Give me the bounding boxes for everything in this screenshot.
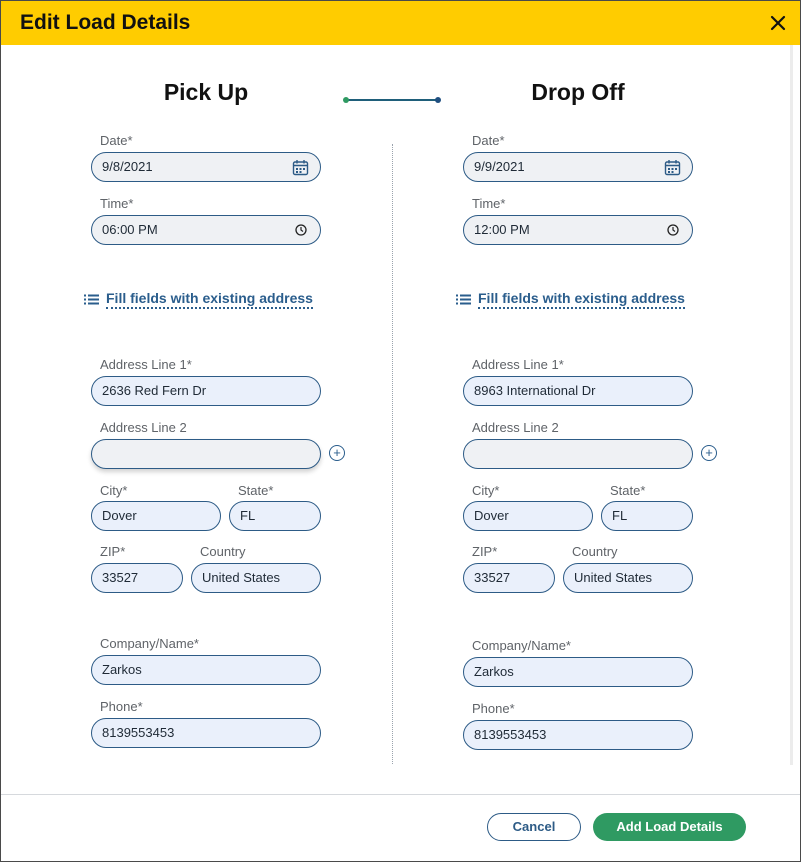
pickup-phone-input[interactable]: 8139553453 [91, 718, 321, 748]
dropoff-phone-label: Phone* [472, 701, 515, 716]
pickup-address2-label: Address Line 2 [100, 420, 187, 435]
pickup-state-label: State* [238, 483, 274, 498]
add-load-details-button[interactable]: Add Load Details [593, 813, 746, 841]
pickup-address1-input[interactable]: 2636 Red Fern Dr [91, 376, 321, 406]
pickup-address1-label: Address Line 1* [100, 357, 192, 372]
dropoff-date-label: Date* [472, 133, 505, 148]
pickup-company-label: Company/Name* [100, 636, 199, 651]
add-circle-icon: + [333, 445, 341, 460]
dialog-title: Edit Load Details [20, 11, 191, 34]
dropoff-company-label: Company/Name* [472, 638, 571, 653]
dropoff-country-label: Country [572, 544, 618, 559]
pickup-dropoff-connector [343, 95, 441, 105]
dropoff-time-value: 12:00 PM [474, 222, 530, 237]
clock-icon[interactable] [295, 224, 307, 236]
calendar-icon[interactable] [292, 159, 309, 176]
dialog-header [1, 1, 800, 45]
pickup-country-label: Country [200, 544, 246, 559]
list-icon [456, 294, 471, 306]
dropoff-fill-link-text: Fill fields with existing address [478, 290, 685, 309]
cancel-button[interactable]: Cancel [487, 813, 581, 841]
pickup-state-input[interactable]: FL [229, 501, 321, 531]
dropoff-time-label: Time* [472, 196, 506, 211]
add-circle-icon: + [705, 445, 713, 460]
dropoff-city-input[interactable]: Dover [463, 501, 593, 531]
pickup-date-field[interactable] [91, 152, 321, 182]
dropoff-address1-input[interactable]: 8963 International Dr [463, 376, 693, 406]
scrollbar[interactable] [790, 45, 793, 765]
dropoff-zip-label: ZIP* [472, 544, 498, 559]
pickup-address2-input[interactable] [91, 439, 321, 469]
pickup-company-input[interactable]: Zarkos [91, 655, 321, 685]
pickup-zip-input[interactable]: 33527 [91, 563, 183, 593]
close-icon [767, 12, 789, 34]
dropoff-country-input[interactable]: United States [563, 563, 693, 593]
pickup-add-address-line-button[interactable] [329, 445, 345, 461]
pickup-time-field[interactable] [91, 215, 321, 245]
pickup-phone-label: Phone* [100, 699, 143, 714]
pickup-fill-link-text: Fill fields with existing address [106, 290, 313, 309]
pickup-country-input[interactable]: United States [191, 563, 321, 593]
close-button[interactable] [767, 12, 789, 34]
dropoff-date-field[interactable] [463, 152, 693, 182]
dropoff-city-label: City* [472, 483, 500, 498]
pickup-zip-label: ZIP* [100, 544, 126, 559]
pickup-title: Pick Up [163, 79, 249, 105]
pickup-time-value: 06:00 PM [102, 222, 158, 237]
dropoff-add-address-line-button[interactable] [701, 445, 717, 461]
dropoff-zip-input[interactable]: 33527 [463, 563, 555, 593]
dropoff-address2-input[interactable] [463, 439, 693, 469]
column-divider [392, 144, 393, 764]
dropoff-company-input[interactable]: Zarkos [463, 657, 693, 687]
dropoff-address2-label: Address Line 2 [472, 420, 559, 435]
footer-divider [1, 794, 800, 795]
list-icon [84, 294, 99, 306]
dropoff-state-input[interactable]: FL [601, 501, 693, 531]
dropoff-state-label: State* [610, 483, 646, 498]
clock-icon[interactable] [667, 224, 679, 236]
dropoff-phone-input[interactable]: 8139553453 [463, 720, 693, 750]
calendar-icon[interactable] [664, 159, 681, 176]
pickup-time-label: Time* [100, 196, 134, 211]
pickup-city-label: City* [100, 483, 128, 498]
dropoff-address1-label: Address Line 1* [472, 357, 564, 372]
dropoff-title: Drop Off [531, 79, 625, 105]
dropoff-date-value: 9/9/2021 [474, 159, 525, 174]
pickup-date-label: Date* [100, 133, 133, 148]
pickup-city-input[interactable]: Dover [91, 501, 221, 531]
pickup-date-value: 9/8/2021 [102, 159, 153, 174]
dropoff-time-field[interactable] [463, 215, 693, 245]
